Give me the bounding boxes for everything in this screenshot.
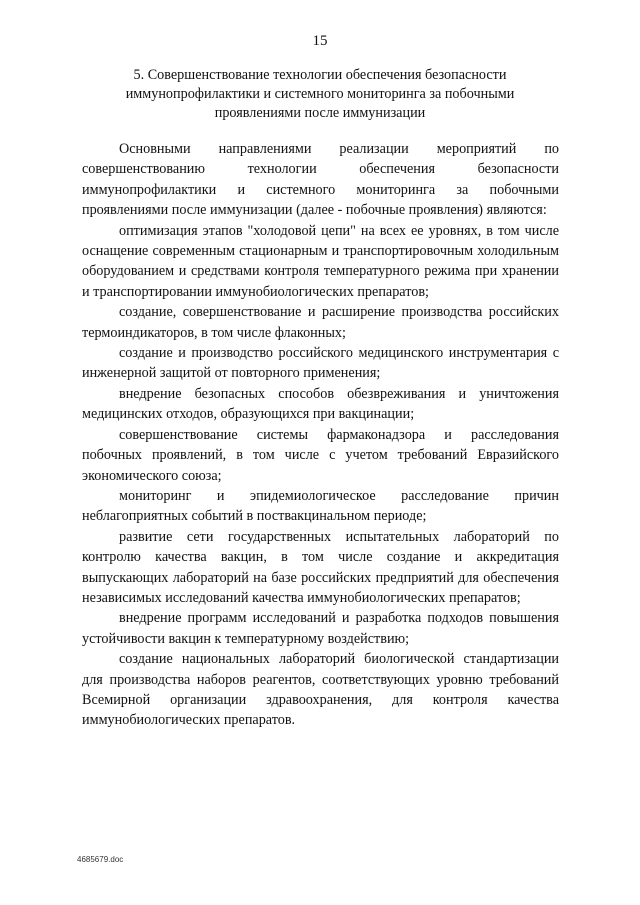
paragraph: создание, совершенствование и расширение производства российских термоиндикаторов, в том числе флаконных; (82, 304, 559, 341)
section-title: 5. Совершенствование технологии обеспечения безопасности иммунопрофилактики и системного мониторинга за побочными проявлениями после иммунизации (125, 67, 515, 121)
paragraph: оптимизация этапов "холодовой цепи" на всех ее уровнях, в том числе оснащение современным стационарным и транспортировочным холодильным оборудованием и средствами контроля температурного режима при хранении и транспортировании иммунобиологических препаратов; (82, 222, 559, 300)
paragraph: развитие сети государственных испытательных лабораторий по контролю качества вакцин, в том числе создание и аккредитация выпускающих лабораторий на базе российских предприятий для обеспечения независимых исследований качества иммунобиологических препаратов; (82, 528, 559, 606)
paragraph: совершенствование системы фармаконадзора и расследования побочных проявлений, в том числе с учетом требований Евразийского экономического союза; (82, 426, 559, 484)
document-code: 4685679.doc (77, 855, 124, 864)
paragraph: мониторинг и эпидемиологическое расследование причин неблагоприятных событий в поствакцинальном периоде; (82, 487, 559, 525)
paragraph: создание национальных лабораторий биологической стандартизации для производства наборов реагентов, соответствующих уровню требований Всемирной организации здравоохранения, для контроля качества иммунобиологических препаратов. (82, 651, 559, 729)
paragraph: создание и производство российского медицинского инструментария с инженерной защитой от повторного применения; (82, 345, 559, 382)
paragraph: внедрение программ исследований и разработка подходов повышения устойчивости вакцин к температурному воздействию; (82, 610, 559, 647)
paragraph: Основными направлениями реализации мероприятий по совершенствованию технологии обеспечения безопасности иммунопрофилактики и системного мониторинга за побочными проявлениями после иммунизации (далее - побочные проявления) являются: (82, 141, 559, 219)
body-text (82, 139, 559, 731)
paragraph: внедрение безопасных способов обезвреживания и уничтожения медицинских отходов, образующихся при вакцинации; (82, 385, 559, 423)
page-number: 15 (312, 33, 328, 49)
